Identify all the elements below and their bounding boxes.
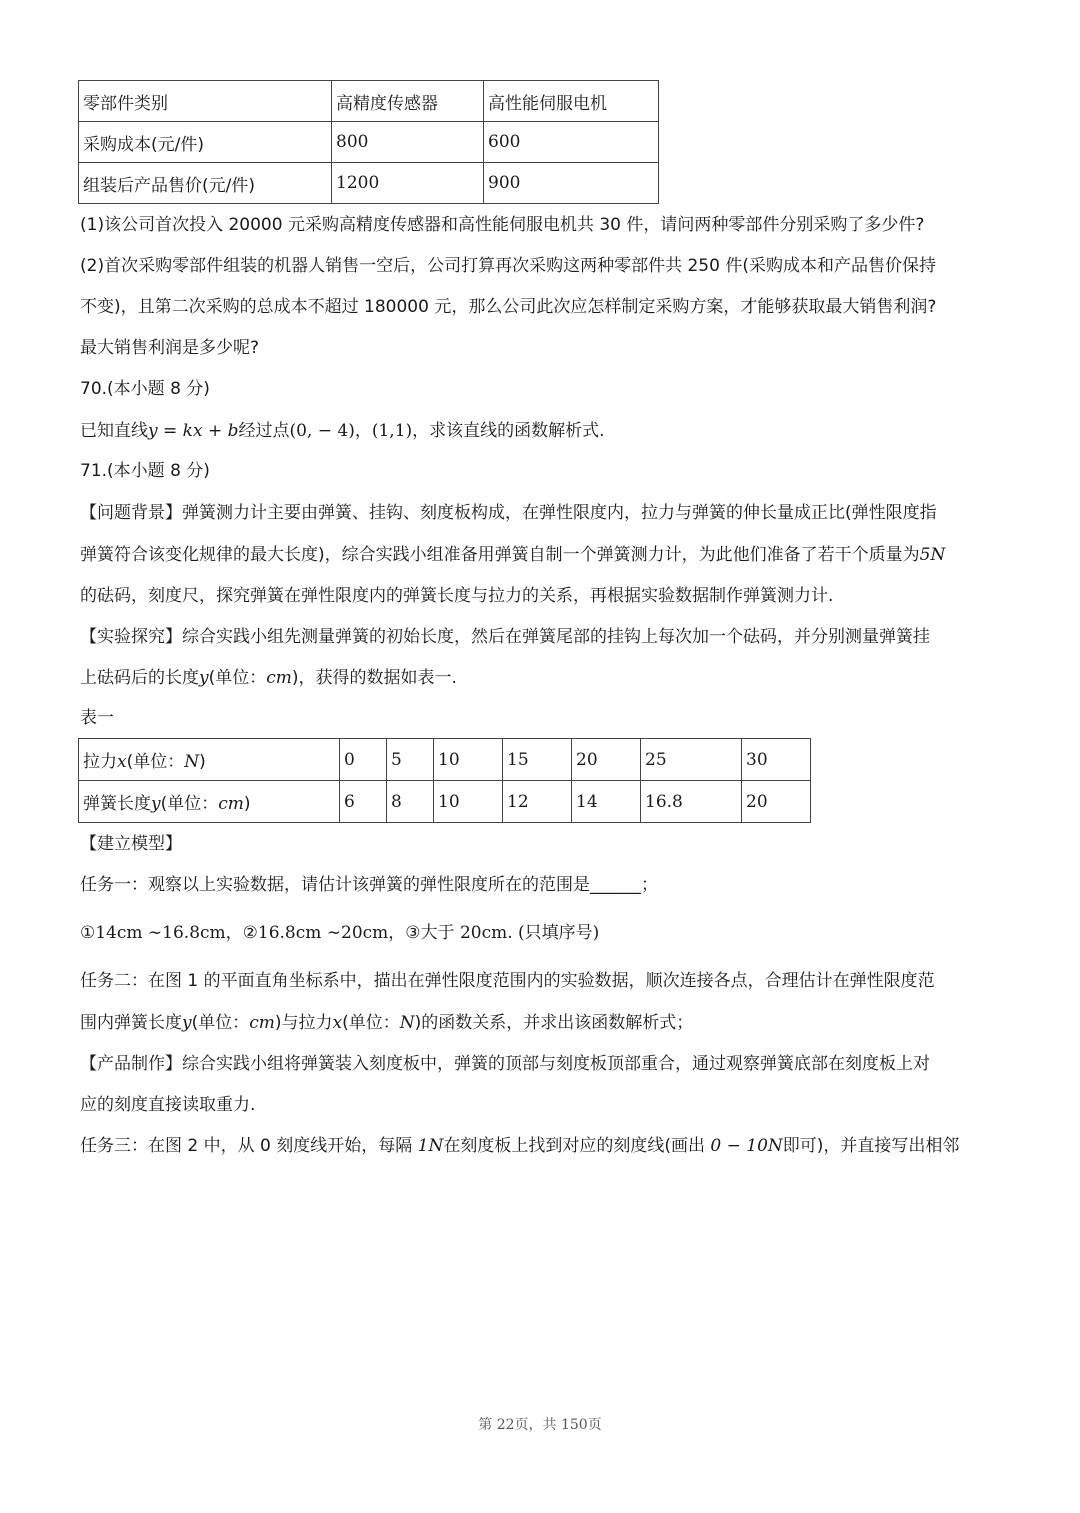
q70-body: 已知直线y = kx + b经过点(0, − 4)，(1,1)，求该直线的函数解析式. — [80, 421, 605, 441]
table-cell: 0 — [340, 739, 387, 781]
task1-options: ①14cm ∼16.8cm，②16.8cm ∼20cm，③大于 20cm. (只填序号) — [80, 923, 600, 943]
table-cell: 14 — [572, 781, 641, 823]
table-cell: 6 — [340, 781, 387, 823]
table-cell: 25 — [641, 739, 742, 781]
table-cell: 8 — [387, 781, 434, 823]
row-label-force: 拉力x(单位：N) — [79, 739, 340, 781]
table-cell: 20 — [742, 781, 811, 823]
table-cell: 采购成本(元/件) — [79, 122, 332, 163]
table-cell: 15 — [503, 739, 572, 781]
q71-background-line3: 的砝码，刻度尺，探究弹簧在弹性限度内的弹簧长度与拉力的关系，再根据实验数据制作弹簧测力计. — [80, 586, 834, 606]
table-cell: 600 — [484, 122, 659, 163]
q70-header: 70.(本小题 8 分) — [80, 379, 210, 399]
table-cell: 5 — [387, 739, 434, 781]
table-cell: 1200 — [332, 163, 484, 204]
row-label-length: 弹簧长度y(单位：cm) — [79, 781, 340, 823]
table-cell: 800 — [332, 122, 484, 163]
q69-part2-line1: (2)首次采购零部件组装的机器人销售一空后，公司打算再次采购这两种零部件共 250 件(采购成本和产品售价保持 — [80, 256, 936, 276]
q71-experiment-line2: 上砝码后的长度y(单位：cm)，获得的数据如表一. — [80, 668, 457, 688]
line-equation: y = kx + b — [148, 421, 239, 441]
table-cell: 组装后产品售价(元/件) — [79, 163, 332, 204]
point-2: (1,1) — [371, 421, 413, 441]
table-cell: 20 — [572, 739, 641, 781]
table-row — [79, 163, 659, 204]
table-row — [79, 739, 811, 781]
product-line1: 【产品制作】综合实践小组将弹簧装入刻度板中，弹簧的顶部与刻度板顶部重合，通过观察弹簧底部在刻度板上对 — [80, 1054, 930, 1074]
q71-header: 71.(本小题 8 分) — [80, 461, 210, 481]
q71-background-line1: 【问题背景】弹簧测力计主要由弹簧、挂钩、刻度板构成，在弹性限度内，拉力与弹簧的伸长量成正比(弹性限度指 — [80, 503, 937, 523]
q69-part2-line2: 不变)，且第二次采购的总成本不超过 180000 元，那么公司此次应怎样制定采购方案，才能够获取最大销售利润? — [80, 297, 937, 317]
table-header-cell: 高精度传感器 — [332, 81, 484, 122]
table-header-cell: 高性能伺服电机 — [484, 81, 659, 122]
table-header-cell: 零部件类别 — [79, 81, 332, 122]
table-row — [79, 122, 659, 163]
task1-line1: 任务一：观察以上实验数据，请估计该弹簧的弹性限度所在的范围是______； — [80, 875, 658, 895]
table-row — [79, 81, 659, 122]
q69-part1: (1)该公司首次投入 20000 元采购高精度传感器和高性能伺服电机共 30 件，请问两种零部件分别采购了多少件? — [80, 215, 925, 235]
table-cell: 10 — [434, 739, 503, 781]
task2-line2: 围内弹簧长度y(单位：cm)与拉力x(单位：N)的函数关系，并求出该函数解析式； — [80, 1013, 694, 1033]
table-caption: 表一 — [80, 708, 114, 728]
table-cell: 900 — [484, 163, 659, 204]
parts-table — [78, 80, 659, 204]
task2-line1: 任务二：在图 1 的平面直角坐标系中，描出在弹性限度范围内的实验数据，顺次连接各点，合理估计在弹性限度范 — [80, 971, 935, 991]
q69-part2-line3: 最大销售利润是多少呢? — [80, 338, 260, 358]
table-cell: 10 — [434, 781, 503, 823]
product-line2: 应的刻度直接读取重力. — [80, 1095, 256, 1115]
table-cell: 16.8 — [641, 781, 742, 823]
task3-line1: 任务三：在图 2 中，从 0 刻度线开始，每隔 1N在刻度板上找到对应的刻度线(画出 0 − 10N即可)，并直接写出相邻 — [80, 1136, 960, 1156]
table-cell: 30 — [742, 739, 811, 781]
table-cell: 12 — [503, 781, 572, 823]
spring-data-table — [78, 738, 811, 823]
point-1: (0, − 4) — [289, 421, 355, 441]
page-footer: 第 22页，共 150页 — [478, 1417, 602, 1433]
model-heading: 【建立模型】 — [80, 834, 182, 854]
table-row — [79, 781, 811, 823]
q71-experiment-line1: 【实验探究】综合实践小组先测量弹簧的初始长度，然后在弹簧尾部的挂钩上每次加一个砝码，并分别测量弹簧挂 — [80, 627, 930, 647]
q71-background-line2: 弹簧符合该变化规律的最大长度)，综合实践小组准备用弹簧自制一个弹簧测力计，为此他们准备了若干个质量为5N — [80, 545, 946, 565]
